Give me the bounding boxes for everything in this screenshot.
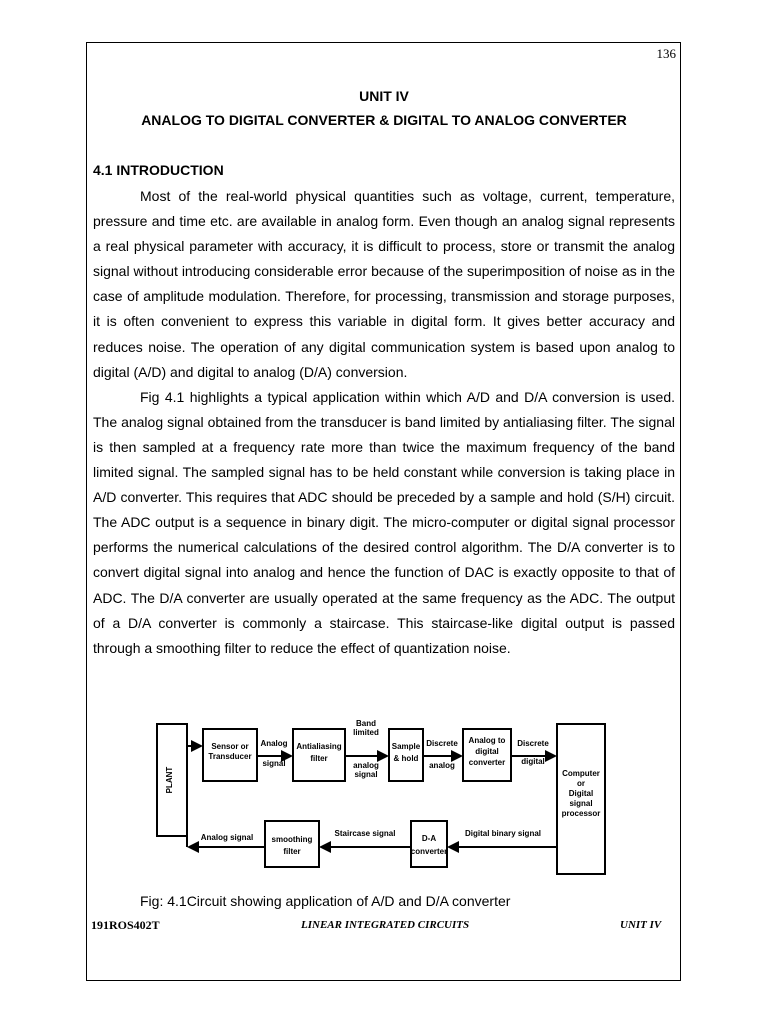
plant-label: PLANT (165, 766, 174, 794)
footer-unit: UNIT IV (620, 919, 662, 931)
computer-label-4: signal (569, 799, 593, 808)
discrete-digital-label-2: digital (521, 757, 545, 766)
computer-label-5: processor (561, 809, 601, 818)
paragraph-1: Most of the real-world physical quantities such as voltage, current, temperature, pressure and time etc. are available in analog form. Even though an analog signal represents a real physical parameter with accuracy, it is difficult to process, store or transmit the analog signal without introducing considerable error because of the superimposition of noise as in the case of amplitude modulation. Therefore, for processing, transmission and storage purposes, it is often convenient to express this variable in digital form. It gives better accuracy and reduces noise. The operation of any digital communication system is based upon analog to digital (A/D) and digital to analog (D/A) conversion. (93, 188, 675, 380)
paragraph-2: Fig 4.1 highlights a typical application within which A/D and D/A conversion is used. The analog signal obtained from the transducer is band limited by antialiasing filter. The signal is then sampled at a frequency rate more than twice the maximum frequency of the band limited signal. The sampled signal has to be held constant while conversion is taking place in A/D converter. This requires that ADC should be preceded by a sample and hold (S/H) circuit. The ADC output is a sequence in binary digit. The micro-computer or digital signal processor performs the numerical calculations of the desired control algorithm. The D/A converter is to convert digital signal into analog and hence the function of DAC is exactly opposite to that of ADC. The D/A converter are usually operated at the same frequency as the ADC. The output of a D/A converter is commonly a staircase. This staircase-like digital output is passed through a smoothing filter to reduce the effect of quantization noise. (93, 388, 675, 656)
footer-course-code: 191ROS402T (91, 918, 160, 932)
dac-label-2: converter (410, 847, 448, 856)
discrete-digital-label-1: Discrete (517, 739, 549, 748)
discrete-analog-label-1: Discrete (426, 739, 458, 748)
footer-subject: LINEAR INTEGRATED CIRCUITS (301, 919, 470, 931)
digital-binary-label: Digital binary signal (464, 829, 542, 838)
dac-label-1: D-A (421, 834, 437, 843)
smoothing-label-2: filter (283, 847, 301, 856)
section-heading: 4.1 INTRODUCTION (93, 162, 224, 178)
sensor-label-2: Transducer (208, 752, 252, 761)
body-text (93, 184, 675, 661)
analog-signal-out-label: Analog signal (200, 833, 254, 842)
figure-caption: Fig: 4.1Circuit showing application of A/D and D/A converter (140, 893, 511, 909)
sensor-label-1: Sensor or (211, 742, 249, 751)
dac-block (411, 821, 447, 867)
staircase-label: Staircase signal (334, 829, 396, 838)
antialiasing-label-2: filter (310, 754, 328, 763)
smoothing-label-1: smoothing (271, 835, 313, 844)
chapter-title: ANALOG TO DIGITAL CONVERTER & DIGITAL TO ANALOG CONVERTER (141, 112, 627, 128)
computer-label-1: Computer (562, 769, 600, 778)
smoothing-filter-block (265, 821, 319, 867)
block-diagram (155, 716, 610, 879)
adc-label-1: Analog to (468, 736, 506, 745)
band-limited-label-1: Band (356, 719, 376, 728)
antialiasing-label-1: Antialiasing (296, 742, 342, 751)
unit-title: UNIT IV (359, 88, 409, 104)
computer-label-3: Digital (568, 789, 594, 798)
sample-hold-label-2: & hold (393, 754, 419, 763)
page-number: 136 (656, 46, 676, 61)
computer-label-2: or (577, 779, 585, 788)
band-limited-label-2: limited (353, 728, 379, 737)
analog-signal-label-1: Analog (260, 739, 288, 748)
adc-label-3: converter (468, 758, 506, 767)
discrete-analog-label-2: analog (429, 761, 455, 770)
band-limited-label-3: analog (353, 761, 379, 770)
adc-label-2: digital (475, 747, 499, 756)
analog-signal-label-2: signal (262, 759, 286, 768)
block-diagram-svg (155, 716, 610, 879)
band-limited-label-4: signal (354, 770, 378, 779)
sample-hold-label-1: Sample (391, 742, 421, 751)
